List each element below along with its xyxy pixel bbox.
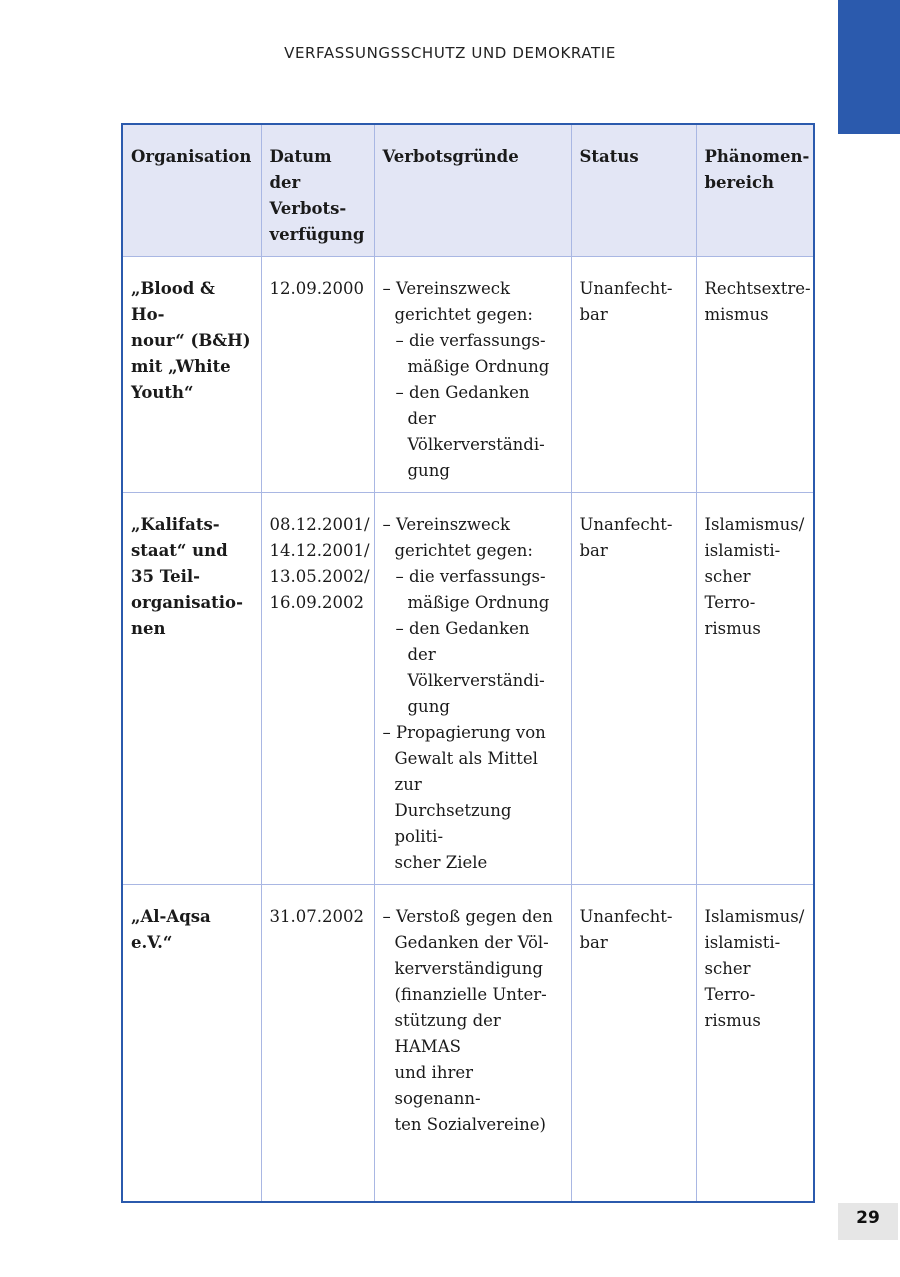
reasons-cell [374, 885, 571, 1203]
table-row [122, 257, 814, 493]
column-header-organisation: Organisation [122, 124, 261, 257]
date-cell: 08.12.2001/ 14.12.2001/ 13.05.2002/ 16.09.2002 [261, 493, 374, 885]
organisation-cell: „Al-Aqsa e.V.“ [122, 885, 261, 1203]
column-header-reasons: Verbotsgründe [374, 124, 571, 257]
column-header-domain: Phänomen- bereich [696, 124, 814, 257]
status-cell: Unanfecht- bar [571, 885, 696, 1203]
organisation-cell: „Kalifats- staat“ und 35 Teil- organisatio- nen [122, 493, 261, 885]
reason-subitem: – die verfassungs- mäßige Ordnung [395, 331, 550, 376]
status-cell: Unanfecht- bar [571, 493, 696, 885]
reason-item: – Vereinszweck gerichtet gegen: [382, 515, 533, 560]
table-row [122, 493, 814, 885]
date-cell: 31.07.2002 [261, 885, 374, 1203]
domain-cell: Rechtsextre- mismus [696, 257, 814, 493]
chapter-tab [838, 0, 900, 134]
organisation-cell: „Blood & Ho- nour“ (B&H) mit „White Youth“ [122, 257, 261, 493]
column-header-date: Datum der Verbots- verfügung [261, 124, 374, 257]
reason-subitem: – den Gedanken der Völkerverständi- gung [395, 619, 545, 716]
reason-item: – Propagierung von Gewalt als Mittel zur Durchsetzung politi- scher Ziele [382, 723, 546, 872]
reason-item: – Vereinszweck gerichtet gegen: [382, 279, 533, 324]
column-header-status: Status [571, 124, 696, 257]
ban-table [121, 123, 815, 1203]
table-row [122, 885, 814, 1203]
reasons-cell [374, 257, 571, 493]
reason-subitem: – die verfassungs- mäßige Ordnung [395, 567, 550, 612]
reasons-cell [374, 493, 571, 885]
date-cell: 12.09.2000 [261, 257, 374, 493]
status-cell: Unanfecht- bar [571, 257, 696, 493]
table-header-row [122, 124, 814, 257]
reason-item: – Verstoß gegen den Gedanken der Völ- kerverständigung (finanzielle Unter- stützung der HAMAS und ihrer sogenann- ten Sozialvereine) [382, 907, 553, 1134]
page-number: 29 [838, 1203, 898, 1240]
domain-cell: Islamismus/ islamisti- scher Terro- rismus [696, 493, 814, 885]
domain-cell: Islamismus/ islamisti- scher Terro- rismus [696, 885, 814, 1203]
running-header: VERFASSUNGSSCHUTZ UND DEMOKRATIE [284, 44, 616, 62]
reason-subitem: – den Gedanken der Völkerverständi- gung [395, 383, 545, 480]
